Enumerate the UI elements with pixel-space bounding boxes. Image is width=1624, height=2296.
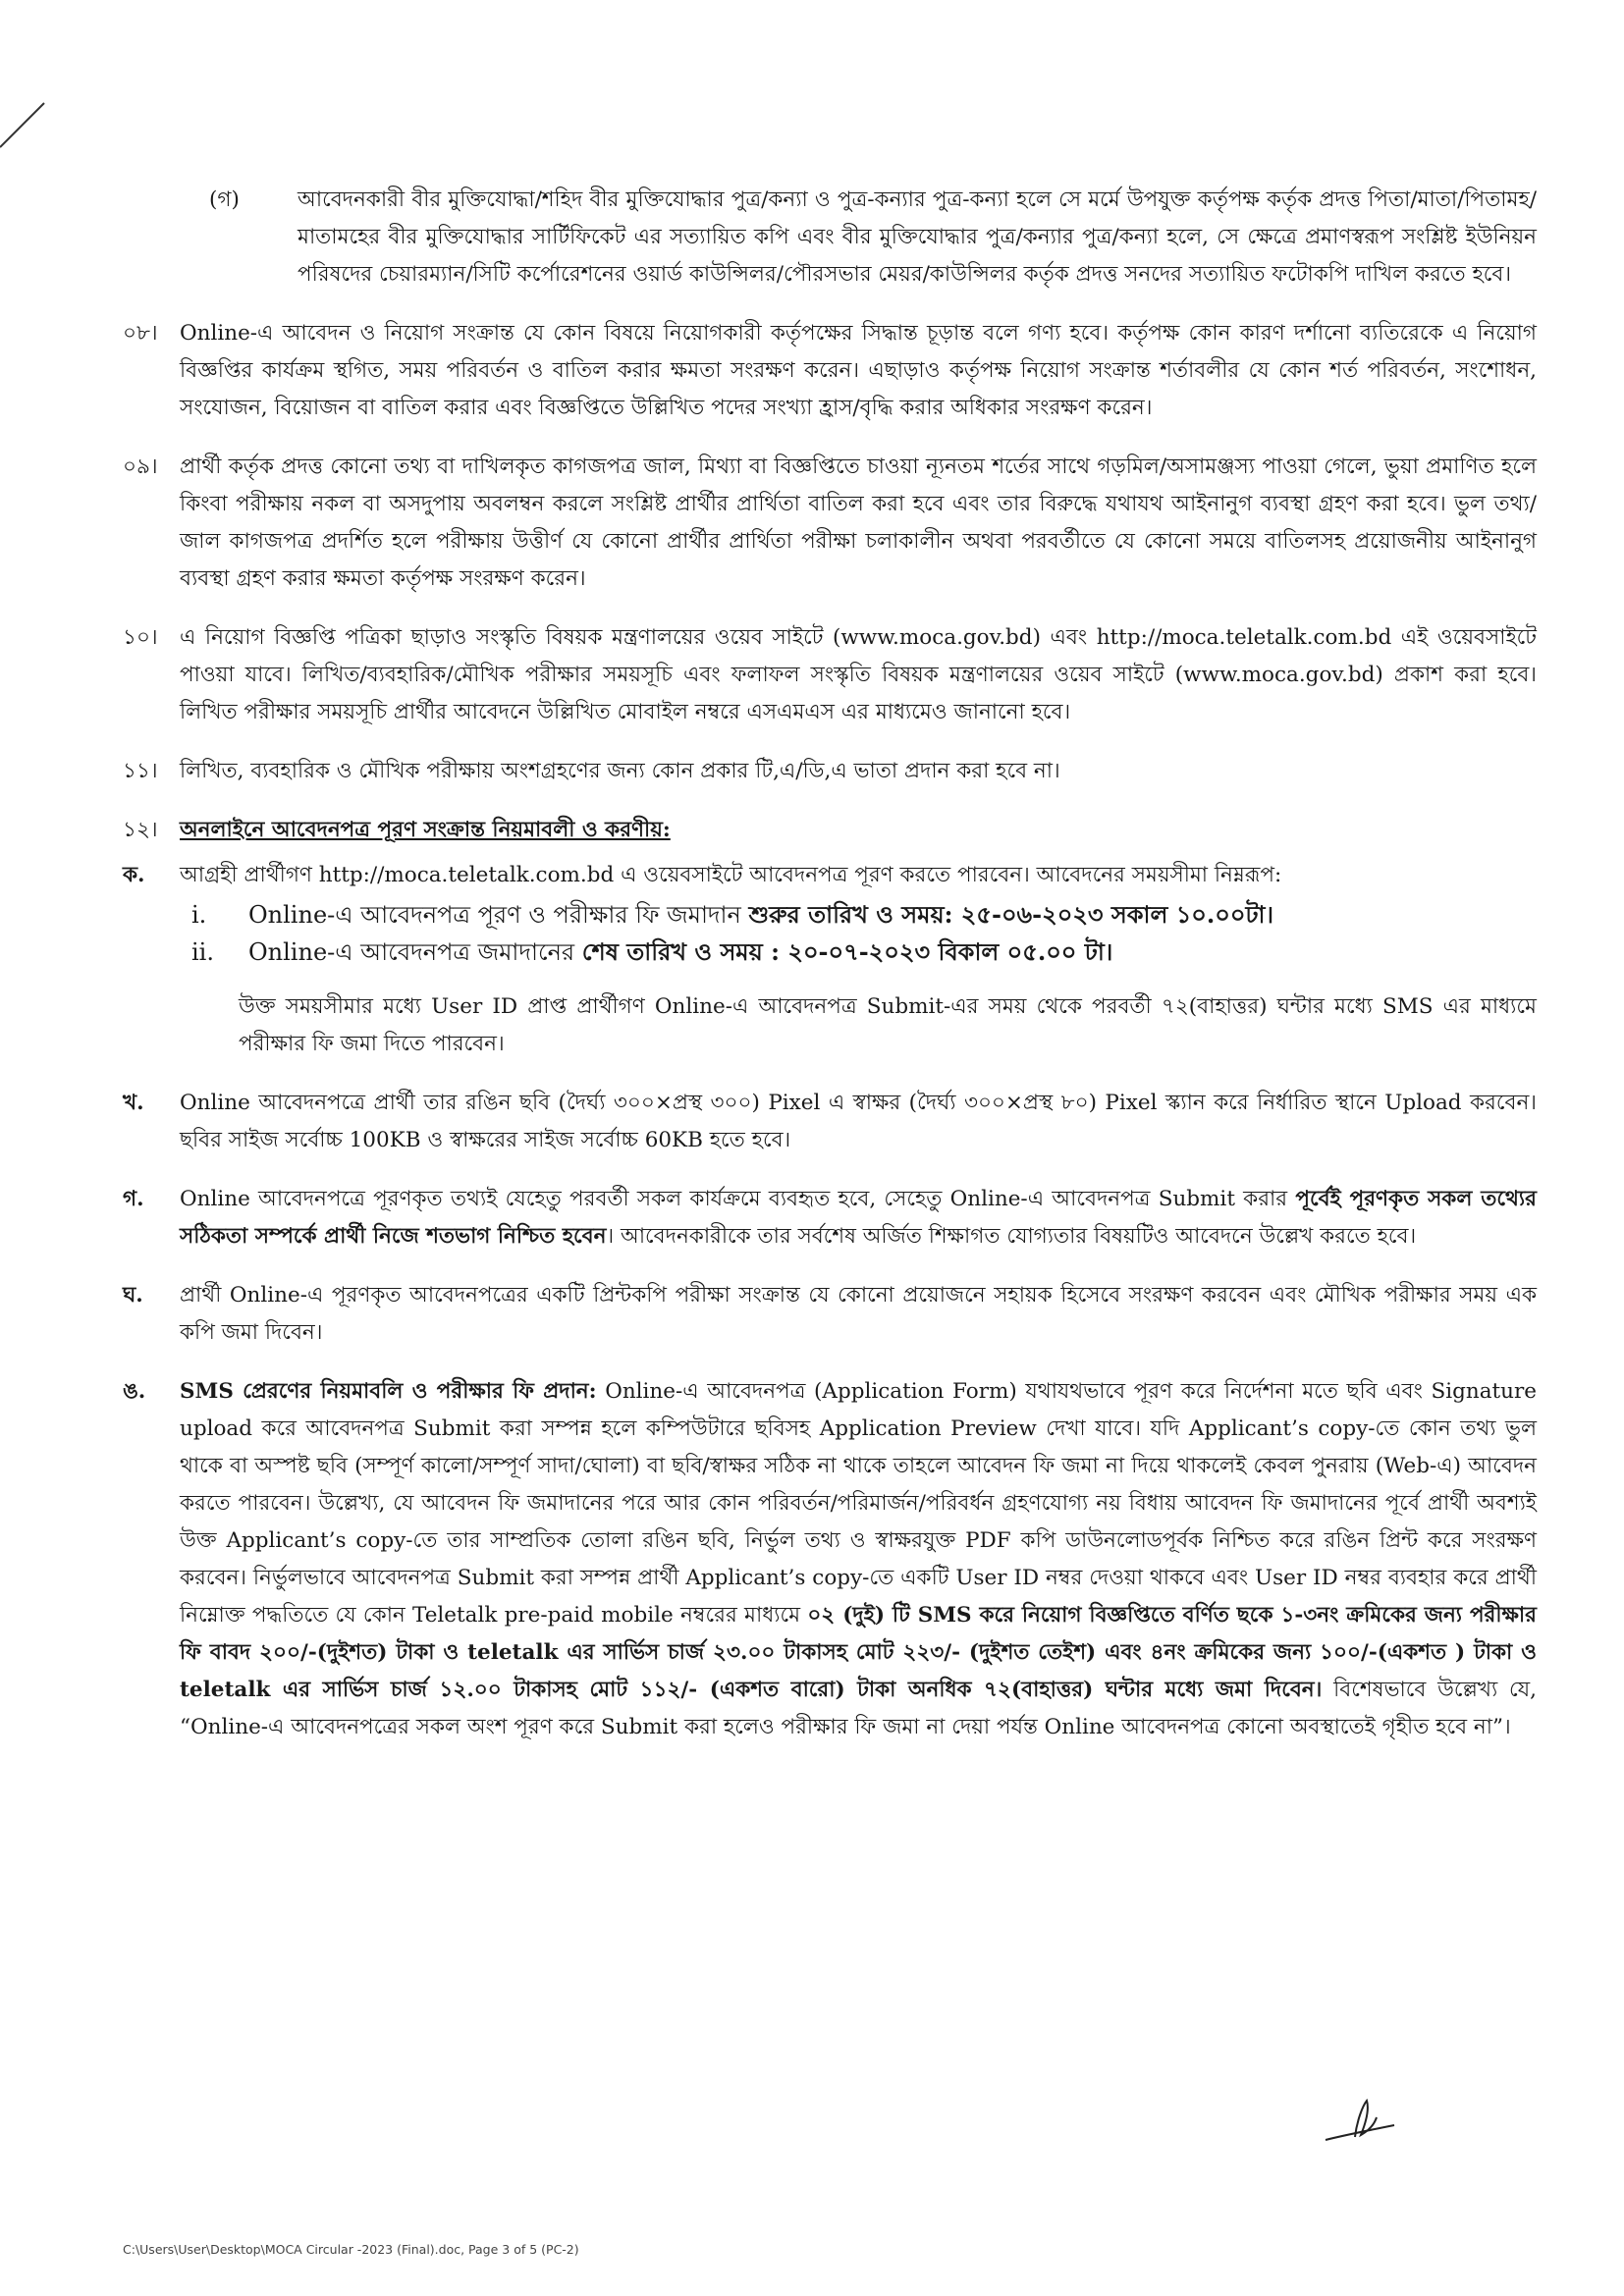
clause-10	[123, 619, 1537, 731]
clause-label: ঘ.	[123, 1283, 143, 1308]
roman-numeral: ii.	[191, 938, 214, 966]
clause-umo	[123, 1373, 1537, 1746]
clause-ga-sub	[209, 182, 1537, 294]
clause-text: প্রার্থী কর্তৃক প্রদত্ত কোনো তথ্য বা দাখিলকৃত কাগজপত্র জাল, মিথ্যা বা বিজ্ঞপ্তিতে চাওয়া ন্যূনতম শর্তের সাথে গড়মিল/অসামঞ্জস্য পাওয়া গেলে, ভুয়া প্রমাণিত হলে কিংবা পরীক্ষায় নকল বা অসদুপায় অবলম্বন করলে সংশ্লিষ্ট প্রার্থীর প্রার্থিতা বাতিল করা হবে এবং তার বিরুদ্ধে যথাযথ আইনানুগ ব্যবস্থা গ্রহণ করা হবে। ভুল তথ্য/জাল কাগজপত্র প্রদর্শিত হলে পরীক্ষায় উত্তীর্ণ যে কোনো প্রার্থীর প্রার্থিতা পরীক্ষা চলাকালীন অথবা পরবর্তীতে যে কোনো সময়ে বাতিলসহ প্রয়োজনীয় আইনানুগ ব্যবস্থা গ্রহণ করার ক্ষমতা কর্তৃপক্ষ সংরক্ষণ করেন।	[180, 454, 1537, 591]
deadline-text: Online-এ আবেদনপত্র জমাদানের	[248, 938, 582, 966]
clause-emphasis: ০২ (দুই) টি SMS করে নিয়োগ বিজ্ঞপ্তিতে বর্ণিত ছকে ১-৩নং ক্রমিকের জন্য পরীক্ষার ফি বাবদ ২০০/-(দুইশত) টাকা ও teletalk এর সার্ভিস চার্জ ২৩.০০ টাকাসহ মোট ২২৩/- (দুইশত তেইশ) এবং ৪নং ক্রমিকের জন্য ১০০/-(একশত ) টাকা ও teletalk এর সার্ভিস চার্জ ১২.০০ টাকাসহ মোট ১১২/- (একশত বারো) টাকা অনধিক ৭২(বাহাত্তর) ঘন্টার মধ্যে জমা দিবেন।	[180, 1603, 1537, 1702]
clause-number: ১১।	[123, 759, 158, 783]
clause-label: (গ)	[209, 187, 240, 212]
document-page	[123, 182, 1537, 1768]
deadline-start	[180, 896, 1537, 934]
clause-number: ১০।	[123, 625, 158, 650]
clause-label: খ.	[123, 1091, 144, 1115]
clause-text: আগ্রহী প্রার্থীগণ http://moca.teletalk.com.bd এ ওয়েবসাইটে আবেদনপত্র পূরণ করতে পারবেন। আবেদনের সময়সীমা নিম্নরূপ:	[180, 863, 1282, 887]
clause-08	[123, 315, 1537, 427]
clause-12	[123, 812, 1537, 849]
clause-heading: SMS প্রেরণের নিয়মাবলি ও পরীক্ষার ফি প্রদান:	[180, 1379, 597, 1404]
clause-ga	[123, 1181, 1537, 1255]
clause-text: এ নিয়োগ বিজ্ঞপ্তি পত্রিকা ছাড়াও সংস্কৃতি বিষয়ক মন্ত্রণালয়ের ওয়েব সাইটে (www.moca.gov.bd) এবং http://moca.teletalk.com.bd এই ওয়েবসাইটে পাওয়া যাবে। লিখিত/ব্যবহারিক/মৌখিক পরীক্ষার সময়সূচি এবং ফলাফল সংস্কৃতি বিষয়ক মন্ত্রণালয়ের ওয়েব সাইটে (www.moca.gov.bd) প্রকাশ করা হবে। লিখিত পরীক্ষার সময়সূচি প্রার্থীর আবেদনে উল্লিখিত মোবাইল নম্বরে এসএমএস এর মাধ্যমেও জানানো হবে।	[180, 625, 1538, 724]
clause-ka	[123, 857, 1537, 1063]
clause-label: ক.	[123, 863, 145, 887]
document-footer: C:\Users\User\Desktop\MOCA Circular -2023 (Final).doc, Page 3 of 5 (PC-2)	[123, 2242, 579, 2257]
roman-numeral: i.	[191, 901, 207, 929]
clause-label: ঙ.	[123, 1379, 146, 1404]
clause-text: Online আবেদনপত্রে পূরণকৃত তথ্যই যেহেতু পরবর্তী সকল কার্যক্রমে ব্যবহৃত হবে, সেহেতু Online-এ আবেদনপত্র Submit করার	[180, 1187, 1296, 1211]
clause-11	[123, 753, 1537, 790]
clause-emphasis: পূর্বেই পূরণকৃত সকল তথ্যের সঠিকতা সম্পর্কে প্রার্থী নিজে শতভাগ নিশ্চিত হবেন	[180, 1187, 1537, 1249]
clause-label: গ.	[123, 1187, 144, 1211]
clause-text: Online-এ আবেদনপত্র (Application Form) যথাযথভাবে পূরণ করে নির্দেশনা মতে ছবি এবং Signature upload করে আবেদনপত্র Submit করা সম্পন্ন হলে কম্পিউটারে ছবিসহ Application Preview দেখা যাবে। যদি Applicant’s copy-তে কোন তথ্য ভুল থাকে বা অস্পষ্ট ছবি (সম্পূর্ণ কালো/সম্পূর্ণ সাদা/ঘোলা) বা ছবি/স্বাক্ষর সঠিক না থাকে তাহলে আবেদন ফি জমা না দিয়ে থাকলেই কেবল পুনরায় (Web-এ) আবেদন করতে পারবেন। উল্লেখ্য, যে আবেদন ফি জমাদানের পরে আর কোন পরিবর্তন/পরিমার্জন/পরিবর্ধন গ্রহণযোগ্য নয় বিধায় আবেদন ফি জমাদানের পূর্বে প্রার্থী অবশ্যই উক্ত Applicant’s copy-তে তার সাম্প্রতিক তোলা রঙিন ছবি, নির্ভুল তথ্য ও স্বাক্ষরযুক্ত PDF কপি ডাউনলোডপূর্বক নিশ্চিত করে রঙিন প্রিন্ট করে সংরক্ষণ করবেন। নির্ভুলভাবে আবেদনপত্র Submit করা সম্পন্ন প্রার্থী Applicant’s copy-তে একটি User ID নম্বর দেওয়া থাকবে এবং User ID নম্বর ব্যবহার করে প্রার্থী নিম্নোক্ত পদ্ধতিতে যে কোন Teletalk pre-paid mobile নম্বরের মাধ্যমে	[180, 1379, 1538, 1628]
deadline-date: শুরুর তারিখ ও সময়: ২৫-০৬-২০২৩ সকাল ১০.০০টা।	[748, 900, 1274, 929]
clause-text: Online আবেদনপত্রে প্রার্থী তার রঙিন ছবি (দৈর্ঘ্য ৩০০×প্রস্থ ৩০০) Pixel এ স্বাক্ষর (দৈর্ঘ্য ৩০০×প্রস্থ ৮০) Pixel স্ক্যান করে নির্ধারিত স্থানে Upload করবেন। ছবির সাইজ সর্বোচ্চ 100KB ও স্বাক্ষরের সাইজ সর্বোচ্চ 60KB হতে হবে।	[180, 1091, 1537, 1152]
section-heading: অনলাইনে আবেদনপত্র পূরণ সংক্রান্ত নিয়মাবলী ও করণীয়:	[180, 818, 671, 842]
deadline-date: শেষ তারিখ ও সময় : ২০-০৭-২০২৩ বিকাল ০৫.০০ টা।	[581, 937, 1113, 966]
deadline-list	[180, 896, 1537, 971]
scan-corner-mark	[0, 93, 59, 152]
sms-deadline-note: উক্ত সময়সীমার মধ্যে User ID প্রাপ্ত প্রার্থীগণ Online-এ আবেদনপত্র Submit-এর সময় থেকে পরবর্তী ৭২(বাহাত্তর) ঘন্টার মধ্যে SMS এর মাধ্যমে পরীক্ষার ফি জমা দিতে পারবেন।	[239, 994, 1537, 1056]
clause-kha	[123, 1085, 1537, 1159]
deadline-text: Online-এ আবেদনপত্র পূরণ ও পরীক্ষার ফি জমাদান	[248, 901, 749, 929]
signature-mark	[1316, 2086, 1404, 2155]
clause-number: ০৯।	[123, 454, 158, 479]
clause-text: প্রার্থী Online-এ পূরণকৃত আবেদনপত্রের একটি প্রিন্টকপি পরীক্ষা সংক্রান্ত যে কোনো প্রয়োজনে সহায়ক হিসেবে সংরক্ষণ করবেন এবং মৌখিক পরীক্ষার সময় এক কপি জমা দিবেন।	[180, 1283, 1537, 1345]
clause-text: আবেদনকারী বীর মুক্তিযোদ্ধা/শহিদ বীর মুক্তিযোদ্ধার পুত্র/কন্যা ও পুত্র-কন্যার পুত্র-কন্যা হলে সে মর্মে উপযুক্ত কর্তৃপক্ষ কর্তৃক প্রদত্ত পিতা/মাতা/পিতামহ/মাতামহের বীর মুক্তিযোদ্ধার সার্টিফিকেট এর সত্যায়িত কপি এবং বীর মুক্তিযোদ্ধার পুত্র/কন্যার পুত্র/কন্যা হলে, সে ক্ষেত্রে প্রমাণস্বরূপ সংশ্লিষ্ট ইউনিয়ন পরিষদের চেয়ারম্যান/সিটি কর্পোরেশনের ওয়ার্ড কাউন্সিলর/পৌরসভার মেয়র/কাউন্সিলর কর্তৃক প্রদত্ত সনদের সত্যায়িত ফটোকপি দাখিল করতে হবে।	[298, 187, 1537, 287]
clause-text: । আবেদনকারীকে তার সর্বশেষ অর্জিত শিক্ষাগত যোগ্যতার বিষয়টিও আবেদনে উল্লেখ করতে হবে।	[606, 1224, 1417, 1249]
clause-text: Online-এ আবেদন ও নিয়োগ সংক্রান্ত যে কোন বিষয়ে নিয়োগকারী কর্তৃপক্ষের সিদ্ধান্ত চূড়ান্ত বলে গণ্য হবে। কর্তৃপক্ষ কোন কারণ দর্শানো ব্যতিরেকে এ নিয়োগ বিজ্ঞপ্তির কার্যক্রম স্থগিত, সময় পরিবর্তন ও বাতিল করার ক্ষমতা সংরক্ষণ করেন। এছাড়াও কর্তৃপক্ষ নিয়োগ সংক্রান্ত শর্তাবলীর যে কোন শর্ত পরিবর্তন, সংশোধন, সংযোজন, বিয়োজন বা বাতিল করার এবং বিজ্ঞপ্তিতে উল্লিখিত পদের সংখ্যা হ্রাস/বৃদ্ধি করার অধিকার সংরক্ষণ করেন।	[180, 321, 1537, 420]
deadline-end	[180, 934, 1537, 971]
clause-09	[123, 449, 1537, 598]
clause-text: বিশেষভাবে উল্লেখ্য যে, “Online-এ আবেদনপত্রের সকল অংশ পূরণ করে Submit করা হলেও পরীক্ষার ফি জমা না দেয়া পর্যন্ত Online আবেদনপত্র কোনো অবস্থাতেই গৃহীত হবে না”।	[180, 1678, 1537, 1739]
clause-number: ১২।	[123, 818, 158, 842]
clause-text: লিখিত, ব্যবহারিক ও মৌখিক পরীক্ষায় অংশগ্রহণের জন্য কোন প্রকার টি,এ/ডি,এ ভাতা প্রদান করা হবে না।	[180, 759, 1060, 783]
clause-gha	[123, 1277, 1537, 1352]
clause-number: ০৮।	[123, 321, 158, 346]
